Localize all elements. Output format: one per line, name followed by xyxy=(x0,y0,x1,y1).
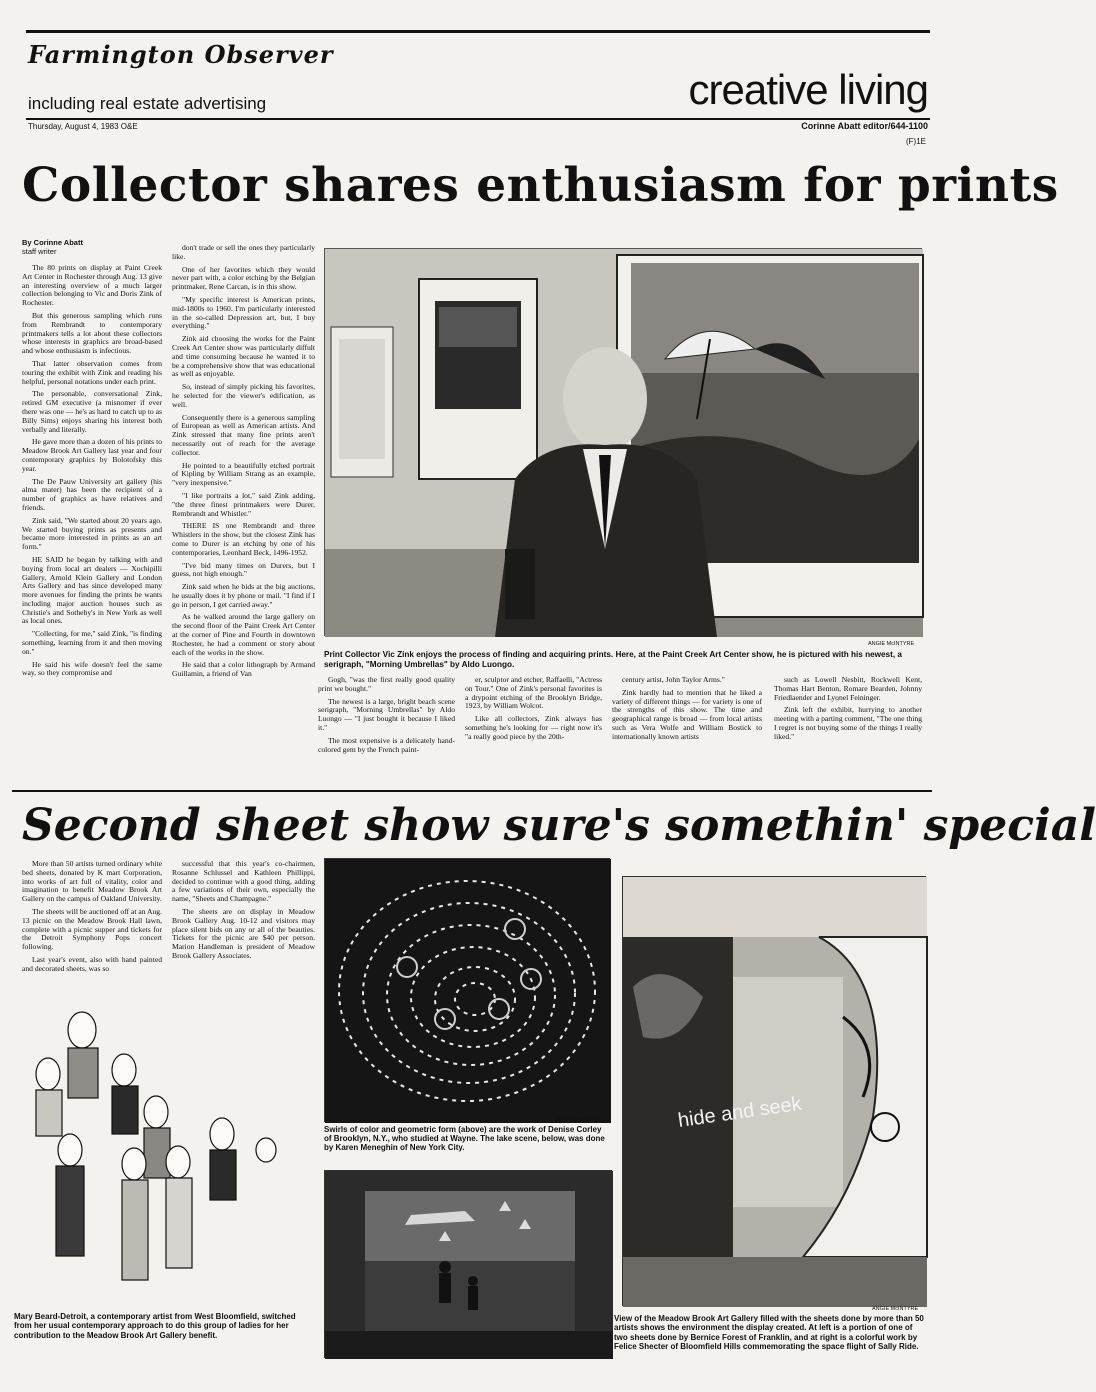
caption-ladies: Mary Beard-Detroit, a contemporary artist from West Bloomfield, switched from her usual contemporary approach to do this group of ladies for her contribution to the Meadow Brook Art Gallery benefit. xyxy=(14,1312,296,1340)
headline-second-sheet: Second sheet show sure's somethin' special xyxy=(22,800,1096,851)
paragraph: But this generous sampling which runs from Rembrandt to contemporary printmakers tells a lot about these collectors whose interests in graphics are broad-based and whose enthusiasm is infectious. xyxy=(22,310,162,356)
paragraph: He said that a color lithograph by Armand Guillamin, a friend of Van xyxy=(172,660,315,679)
caption-gallery: View of the Meadow Brook Art Gallery filled with the sheets done by more than 50 artists shows the environment the display created. At left is a portion of one of two sheets done by Bernice Forest of Franklin, and at right is a colorful work by Felice Shecter of Bloomfield Hills commemorating the space flight of Sally Ride. xyxy=(614,1314,924,1352)
paragraph: such as Lowell Nesbitt, Rockwell Kent, Thomas Hart Benton, Romare Bearden, Johnny Friedlaender and Lyonel Feininger. xyxy=(774,675,922,702)
story2-column-2 xyxy=(172,860,315,965)
photo-ladies-sheet xyxy=(16,1002,316,1308)
story1-column-5 xyxy=(612,676,762,746)
story1-column-1 xyxy=(22,264,162,682)
masthead-rule xyxy=(26,118,930,120)
paragraph: Zink left the exhibit, hurrying to another meeting with a parting comment, "The one thing I regret is not buying some of the things I really liked." xyxy=(774,705,922,741)
paragraph: Zink aid choosing the works for the Paint Creek Art Center show was particularly diffult and time consuming because he wanted it to be a comprehensive show that was educational as well as enjoyable. xyxy=(172,334,315,379)
editor-credit: Corinne Abatt editor/644-1100 xyxy=(801,121,928,131)
paragraph: HE SAID he began by talking with and buying from local art dealers — Xochipilli Gallery, Arnold Klein Gallery and London Arts Gallery and has since developed many more avenues for finding the prints he wants including major auction houses such as Christie's and Sotheby's in New York as well as local ones. xyxy=(22,554,162,626)
paragraph: So, instead of simply picking his favorites, he selected for the viewer's edification, as well. xyxy=(172,382,315,409)
dateline: Thursday, August 4, 1983 O&E xyxy=(28,122,138,131)
paragraph: "Collecting, for me," said Zink, "is finding something, learning from it and then moving on." xyxy=(22,629,162,656)
paragraph: That latter observation comes from touring the exhibit with Zink and reading his helpful, personal notations under each print. xyxy=(22,358,162,386)
paragraph: As he walked around the large gallery on the second floor of the Paint Creek Art Center at the corner of Pine and Fourth in downtown Rochester, he had a comment or story about each of the works in the show. xyxy=(172,612,315,657)
paragraph: The sheets will be auctioned off at an Aug. 13 picnic on the Meadow Brook Hall lawn, complete with a picnic supper and tickets for the Detroit Symphony Pops concert following. xyxy=(22,906,162,952)
paragraph: He said his wife doesn't feel the same way, so they compromise and xyxy=(22,659,162,678)
sheet-lettering: hide and seek xyxy=(676,1092,804,1132)
story1-column-4 xyxy=(465,676,602,746)
paragraph: Like all collectors, Zink always has something he's looking for — right now it's "a really good piece by the 20th- xyxy=(465,714,602,741)
paragraph: Gogh, "was the first really good quality print we bought." xyxy=(318,675,455,693)
paragraph: The newest is a large, bright beach scene serigraph, "Morning Umbrellas" by Aldo Luongo — "I just bought it because I liked it." xyxy=(318,696,455,732)
photo-credit-1: ANGIE McINTYRE xyxy=(868,641,915,647)
photo-credit-gallery: ANGIE McINTYRE xyxy=(872,1306,919,1312)
photo-lake-scene xyxy=(324,1170,612,1358)
paragraph: He gave more than a dozen of his prints to Meadow Brook Art Gallery last year and four contemporary graphics by Bolotofsky this year. xyxy=(22,437,162,473)
paragraph: er, sculptor and etcher, Raffaelli, "Actress on Tour." One of Zink's personal favorites is a drypoint etching of the Brooklyn Bridge, 1923, by William Wolcot. xyxy=(465,675,602,711)
paragraph: The personable, conversational Zink, retired GM executive (a misnomer if ever there was one — he's as hard to catch up to as Billy Sims) enjoys sharing his interest both verbally and literally. xyxy=(22,389,162,434)
paragraph: "I like portraits a lot," said Zink adding, "the three finest printmakers were Durer, Rembrandt and Whistler." xyxy=(172,490,315,518)
section-divider xyxy=(12,790,932,792)
tagline: including real estate advertising xyxy=(28,94,267,113)
masthead-top-rule xyxy=(26,30,930,33)
paragraph: More than 50 artists turned ordinary white bed sheets, donated by K mart Corporation, into works of art full of vitality, color and imagination to benefit Meadow Brook Art Gallery on the campus of Oakland University. xyxy=(22,859,162,904)
caption-vic-zink: Print Collector Vic Zink enjoys the process of finding and acquiring prints. Here, at the Paint Creek Art Center show, he is pictured with his newest, a serigraph, "Morning Umbrellas" by Aldo Luongo. xyxy=(324,650,902,669)
photo-gallery-view xyxy=(622,876,926,1306)
paragraph: Zink said, "We started about 20 years ago. We started buying prints as presents and became more interested in prints as an art form." xyxy=(22,515,162,552)
paragraph: The 80 prints on display at Paint Creek Art Center in Rochester through Aug. 13 give an interesting overview of a much larger collection belonging to Vic and Doris Zink of Rochester. xyxy=(22,263,162,308)
story1-column-2 xyxy=(172,244,315,683)
photo-vic-zink xyxy=(324,248,922,636)
paragraph: Consequently there is a generous sampling of European as well as American artists. And Zink stressed that many fine prints aren't necessarily out of reach for the average collector. xyxy=(172,412,315,457)
paragraph: He pointed to a beautifully etched portrait of Kipling by William Strang as an example, "very inexpensive." xyxy=(172,460,315,488)
paragraph: Zink hardly had to mention that he liked a variety of different things — for variety is one of the strengths of this show. The time and geographical range is broad — from local artists such as Vera Wolfe and William Bostick to internationally known artists xyxy=(612,687,762,741)
paragraph: THERE IS one Rembrandt and three Whistlers in the show, but the closest Zink has come to Durer is an etching by one of his contemporaries, Leonhard Beck, 1496-1952. xyxy=(172,521,315,557)
story2-column-1 xyxy=(22,860,162,978)
paragraph: Zink said when he bids at the big auctions, he usually does it by phone or mail. "I find if I go in person, I get carried away." xyxy=(172,582,315,609)
photo-credit-swirls: ANGIE McINTYRE xyxy=(556,1117,603,1123)
story1-column-3 xyxy=(318,676,455,758)
byline-name: By Corinne Abatt xyxy=(22,238,83,247)
paragraph: century artist, John Taylor Arms." xyxy=(622,675,725,684)
paragraph: "I've bid many times on Durers, but I guess, not high enough." xyxy=(172,560,315,579)
paragraph: The sheets are on display in Meadow Brook Gallery Aug. 10-12 and visitors may place silent bids on any or all of the beauties. Tickets for the picnic are $40 per person. Marion Handleman is president of Meadow Brook Gallery Associates. xyxy=(172,906,315,960)
paragraph: successful that this year's co-chairmen, Rosanne Schlussel and Kathleen Phillippi, decided to continue with a good thing, adding a few variations of their own, especially the name, "Sheets and Champagne." xyxy=(172,859,315,904)
paragraph: The De Pauw University art gallery (his alma mater) has been the recipient of a number of graphics as have relatives and friends. xyxy=(22,476,162,512)
byline-title: staff writer xyxy=(22,247,57,256)
paragraph: One of her favorites which they would never part with, a color etching by the Belgian printmaker, Rene Carcan, is in this show. xyxy=(172,264,315,292)
paper-name: Farmington Observer xyxy=(28,40,334,69)
caption-swirls: Swirls of color and geometric form (above) are the work of Denise Corley of Brooklyn, N.Y., who studied at Wayne. The lake scene, below, was done by Karen Meneghin of New York City. xyxy=(324,1125,605,1153)
headline-collector: Collector shares enthusiasm for prints xyxy=(22,158,1059,213)
paragraph: don't trade or sell the ones they particularly like. xyxy=(172,243,315,261)
paragraph: Last year's event, also with hand painted and decorated sheets, was so xyxy=(22,954,162,973)
page-code: (F)1E xyxy=(906,137,926,146)
photo-swirls xyxy=(324,858,610,1122)
section-name: creative living xyxy=(688,66,928,113)
byline xyxy=(22,238,83,256)
paragraph: The most expensive is a delicately hand-colored gem by the French paint- xyxy=(318,735,455,754)
story1-column-6 xyxy=(774,676,922,746)
paragraph: "My specific interest is American prints, mid-1800s to 1960. I'm particularly interested in the so-called Depression art, but, I buy everything." xyxy=(172,294,315,331)
